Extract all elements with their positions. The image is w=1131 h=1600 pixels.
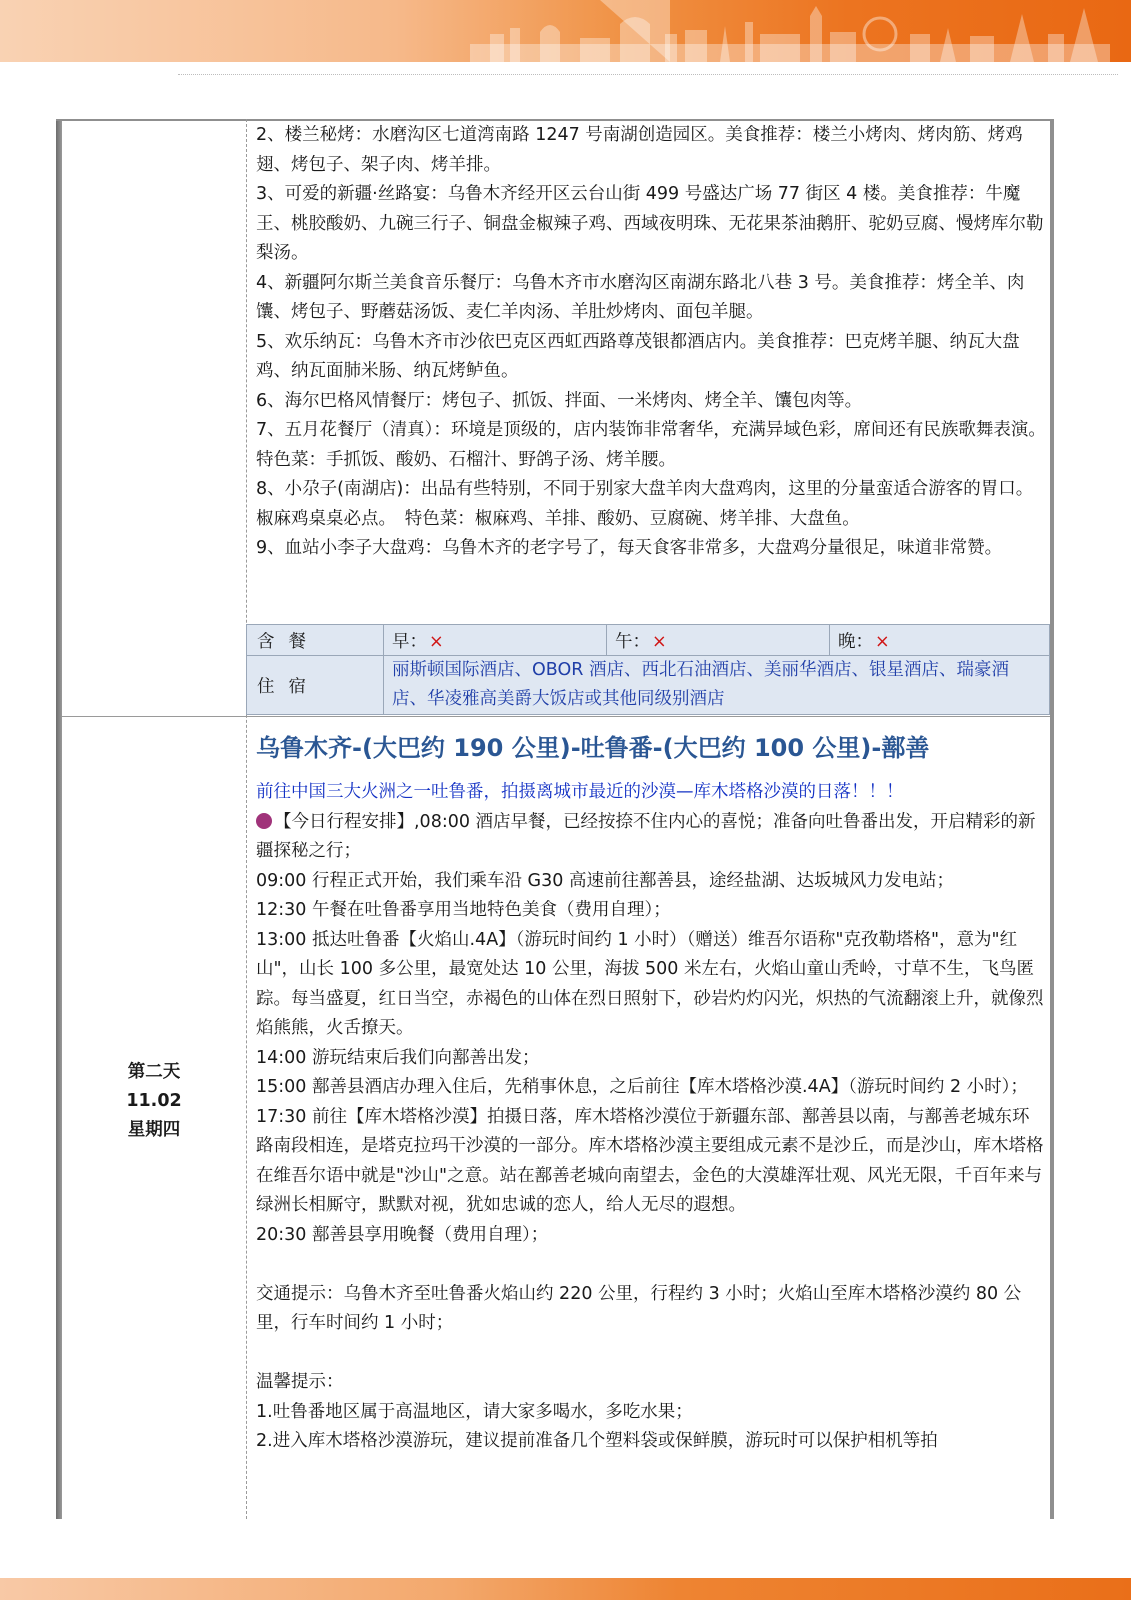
day2-itinerary bbox=[256, 722, 1046, 1457]
dinner-cell bbox=[830, 625, 1050, 656]
schedule-intro bbox=[256, 808, 1046, 867]
breakfast-label: 早： bbox=[392, 631, 427, 652]
dinner-label: 晚： bbox=[838, 631, 873, 652]
restaurant-list bbox=[256, 121, 1046, 564]
header-banner bbox=[0, 0, 1131, 62]
schedule-item: 12:30 午餐在吐鲁番享用当地特色美食（费用自理）； bbox=[256, 900, 671, 920]
schedule-item: 17:30 前往【库木塔格沙漠】拍摄日落，库木塔格沙漠位于新疆东部、鄯善县以南，与鄯善老城东环路南段相连，是塔克拉玛干沙漠的一部分。库木塔格沙漠主要组成元素不是沙丘，而是沙山，库木塔格在维吾尔语中就是"沙山"之意。站在鄯善老城向南望去，金色的大漠雄浑壮观、风光无限，千百年来与绿洲长相厮守，默默对视，犹如忠诚的恋人，给人无尽的遐想。 bbox=[256, 1106, 1044, 1215]
restaurant-item: 3、可爱的新疆·丝路宴：乌鲁木齐经开区云台山街 499 号盛达广场 77 街区 4 楼。美食推荐：牛魔王、桃胶酸奶、九碗三行子、铜盘金椒辣子鸡、西域夜明珠、无花果茶油鹅肝、驼奶豆腐、慢烤库尔勒梨汤。 bbox=[256, 184, 1044, 263]
spacer bbox=[256, 1250, 1046, 1280]
restaurant-item: 5、欢乐纳瓦：乌鲁木齐市沙依巴克区西虹西路尊茂银都酒店内。美食推荐：巴克烤羊腿、纳瓦大盘鸡、纳瓦面肺米肠、纳瓦烤鲈鱼。 bbox=[256, 331, 1020, 381]
lodging-label: 住宿 bbox=[247, 656, 384, 715]
meals-row bbox=[247, 625, 1050, 656]
schedule-intro-text: 【今日行程安排】,08:00 酒店早餐，已经按捺不住内心的喜悦；准备向吐鲁番出发，开启精彩的新疆探秘之行； bbox=[256, 811, 1036, 861]
lunch-cross-icon: × bbox=[652, 631, 667, 652]
restaurant-item: 9、血站小李子大盘鸡：乌鲁木齐的老字号了，每天食客非常多，大盘鸡分量很足，味道非常赞。 bbox=[256, 538, 1003, 558]
restaurant-item: 4、新疆阿尔斯兰美食音乐餐厅：乌鲁木齐市水磨沟区南湖东路北八巷 3 号。美食推荐：烤全羊、肉馕、烤包子、野蘑菇汤饭、麦仁羊肉汤、羊肚炒烤肉、面包羊腿。 bbox=[256, 272, 1025, 322]
schedule-item: 15:00 鄯善县酒店办理入住后，先稍事休息，之后前往【库木塔格沙漠.4A】（游玩时间约 2 小时）； bbox=[256, 1077, 1028, 1097]
lunch-label: 午： bbox=[615, 631, 650, 652]
day-weekday: 星期四 bbox=[127, 1120, 181, 1140]
meals-lodging-table bbox=[246, 624, 1050, 715]
lunch-cell bbox=[607, 625, 830, 656]
header-divider bbox=[178, 74, 1118, 75]
restaurant-item: 6、海尔巴格风情餐厅：烤包子、抓饭、拌面、一米烤肉、烤全羊、馕包肉等。 bbox=[256, 390, 863, 411]
day-title: 乌鲁木齐-(大巴约 190 公里)-吐鲁番-(大巴约 100 公里)-鄯善 bbox=[256, 734, 930, 762]
bullet-dot-icon bbox=[256, 813, 272, 829]
warm-tip-item: 2.进入库木塔格沙漠游玩，建议提前准备几个塑料袋或保鲜膜，游玩时可以保护相机等拍 bbox=[256, 1431, 938, 1451]
breakfast-cross-icon: × bbox=[429, 631, 444, 652]
table-left-border bbox=[56, 119, 62, 1519]
meals-label: 含餐 bbox=[247, 625, 384, 656]
dinner-cross-icon: × bbox=[875, 631, 890, 652]
hotel-list: 丽斯顿国际酒店、OBOR 酒店、西北石油酒店、美丽华酒店、银星酒店、瑞豪酒店、华凌雅高美爵大饭店或其他同级别酒店 bbox=[384, 656, 1050, 715]
lodging-row bbox=[247, 656, 1050, 715]
day-date: 11.02 bbox=[126, 1091, 182, 1111]
day-number: 第二天 bbox=[127, 1062, 181, 1082]
spacer bbox=[256, 1339, 1046, 1369]
warm-tip-item: 1.吐鲁番地区属于高温地区，请大家多喝水，多吃水果； bbox=[256, 1401, 693, 1422]
warm-tip-title: 温馨提示： bbox=[256, 1372, 344, 1392]
restaurant-item: 2、楼兰秘烤：水磨沟区七道湾南路 1247 号南湖创造园区。美食推荐：楼兰小烤肉、烤肉筋、烤鸡翅、烤包子、架子肉、烤羊排。 bbox=[256, 125, 1023, 175]
schedule-item: 20:30 鄯善县享用晚餐（费用自理）； bbox=[256, 1224, 549, 1245]
traffic-tip: 交通提示：乌鲁木齐至吐鲁番火焰山约 220 公里，行程约 3 小时；火焰山至库木塔格沙漠约 80 公里，行车时间约 1 小时； bbox=[256, 1283, 1022, 1333]
footer-banner bbox=[0, 1578, 1131, 1600]
schedule-item: 13:00 抵达吐鲁番【火焰山.4A】（游玩时间约 1 小时）（赠送）维吾尔语称"克孜勒塔格"，意为"红山"，山长 100 多公里，最宽处达 10 公里，海拔 500 米左右，火焰山童山秃岭，寸草不生，飞鸟匿踪。每当盛夏，红日当空，赤褐色的山体在烈日照射下，砂岩灼灼闪光，炽热的气流翻滚上升，就像烈焰熊熊，火舌撩天。 bbox=[256, 929, 1044, 1038]
day-label-column bbox=[62, 1058, 246, 1145]
restaurant-item: 7、五月花餐厅（清真）：环境是顶级的，店内装饰非常奢华，充满异域色彩，席间还有民族歌舞表演。特色菜：手抓饭、酸奶、石榴汁、野鸽子汤、烤羊腰。 bbox=[256, 420, 1046, 470]
schedule-item: 09:00 行程正式开始，我们乘车沿 G30 高速前往鄯善县，途经盐湖、达坂城风力发电站； bbox=[256, 870, 954, 891]
row-divider bbox=[62, 716, 1050, 717]
restaurant-item: 8、小尕子(南湖店)：出品有些特别，不同于别家大盘羊肉大盘鸡肉，这里的分量蛮适合游客的胃口。椒麻鸡桌桌必点。 特色菜：椒麻鸡、羊排、酸奶、豆腐碗、烤羊排、大盘鱼。 bbox=[256, 479, 1034, 529]
column-divider bbox=[246, 119, 247, 1519]
breakfast-cell bbox=[384, 625, 607, 656]
city-skyline-decoration bbox=[470, 4, 1110, 62]
day-highlight: 前往中国三大火洲之一吐鲁番，拍摄离城市最近的沙漠—库木塔格沙漠的日落！！！ bbox=[256, 782, 904, 802]
schedule-item: 14:00 游玩结束后我们向鄯善出发； bbox=[256, 1047, 540, 1068]
table-right-border bbox=[1050, 119, 1054, 1519]
